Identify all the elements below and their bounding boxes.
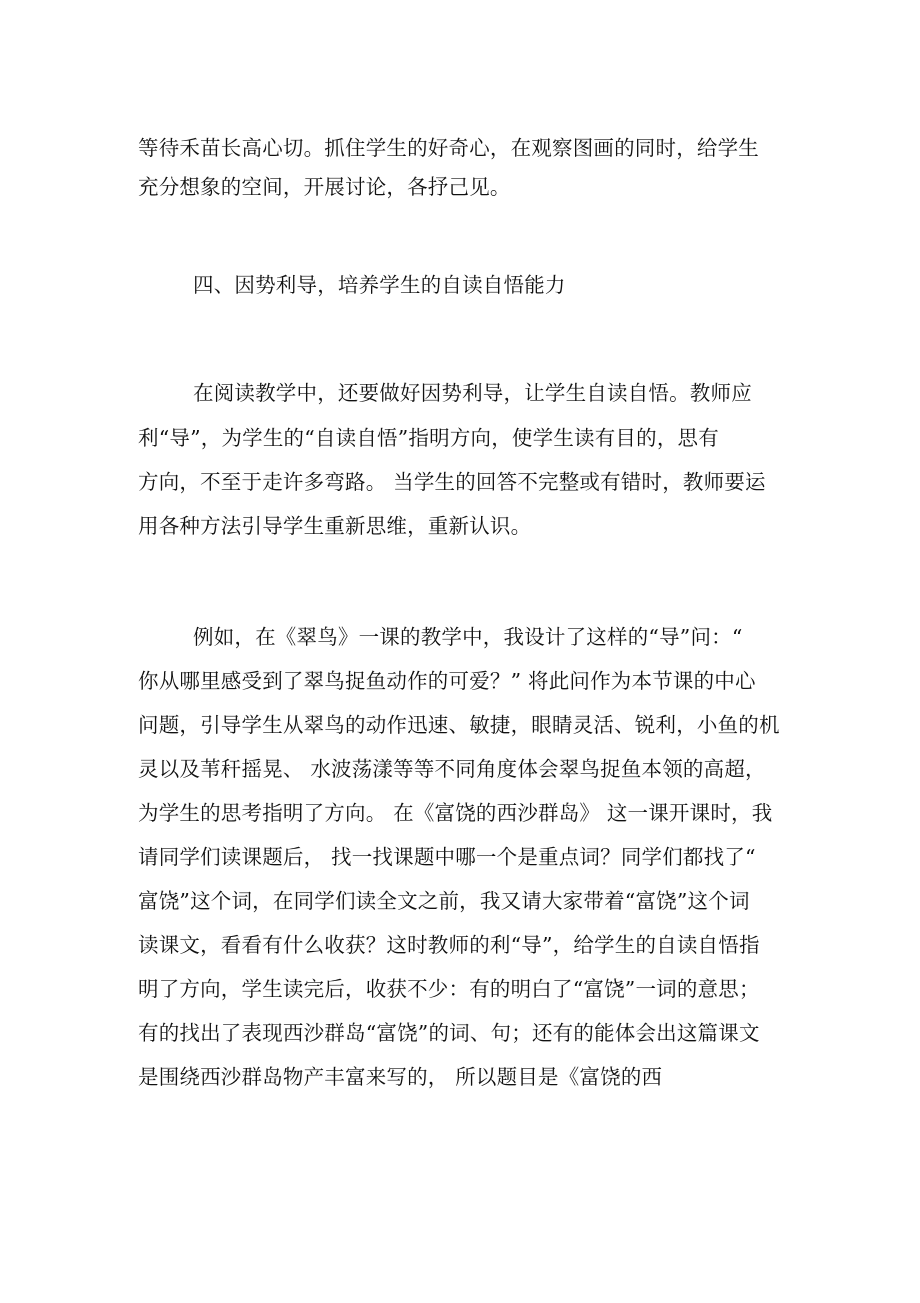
paragraph-2-line-4: 用各种方法引导学生重新思维，重新认识。	[138, 514, 532, 538]
paragraph-3-line-9: 明了方向，学生读完后，收获不少：有的明白了“富饶”一词的意思；	[138, 977, 760, 1001]
paragraph-3-line-10: 有的找出了表现西沙群岛“富饶”的词、句；还有的能体会出这篇课文	[138, 1021, 760, 1045]
paragraph-3-line-8: 读课文，看看有什么收获？这时教师的利“导”，给学生的自读自悟指	[138, 933, 760, 957]
paragraph-1-line-1: 等待禾苗长高心切。抓住学生的好奇心，在观察图画的同时，给学生	[138, 136, 759, 160]
paragraph-2-line-2: 利“导”，为学生的“自读自悟”指明方向，使学生读有目的，思有	[138, 426, 719, 450]
paragraph-3-line-1: 例如，在《翠鸟》一课的教学中，我设计了这样的“导”问：“	[193, 625, 743, 649]
paragraph-3-line-4: 灵以及苇秆摇晃、 水波荡漾等等不同角度体会翠鸟捉鱼本领的高超，	[138, 757, 766, 781]
paragraph-3-line-6: 请同学们读课题后， 找一找课题中哪一个是重点词？同学们都找了“	[138, 845, 756, 869]
paragraph-2-line-1: 在阅读教学中，还要做好因势利导，让学生自读自悟。教师应	[193, 381, 752, 405]
section-heading-4: 四、因势利导，培养学生的自读自悟能力	[193, 273, 566, 297]
paragraph-3-line-7: 富饶”这个词，在同学们读全文之前，我又请大家带着“富饶”这个词	[138, 889, 750, 913]
paragraph-3-line-3: 问题，引导学生从翠鸟的动作迅速、敏捷，眼睛灵活、锐利，小鱼的机	[138, 713, 780, 737]
paragraph-3-line-2: 你从哪里感受到了翠鸟捉鱼动作的可爱？” 将此问作为本节课的中心	[138, 669, 756, 693]
paragraph-1-line-2: 充分想象的空间，开展讨论，各抒己见。	[138, 175, 511, 199]
paragraph-3-line-11: 是围绕西沙群岛物产丰富来写的， 所以题目是《富饶的西	[138, 1065, 663, 1089]
paragraph-3-line-5: 为学生的思考指明了方向。 在《富饶的西沙群岛》 这一课开课时，我	[138, 801, 773, 825]
paragraph-2-line-3: 方向，不至于走许多弯路。 当学生的回答不完整或有错时，教师要运	[138, 470, 766, 494]
